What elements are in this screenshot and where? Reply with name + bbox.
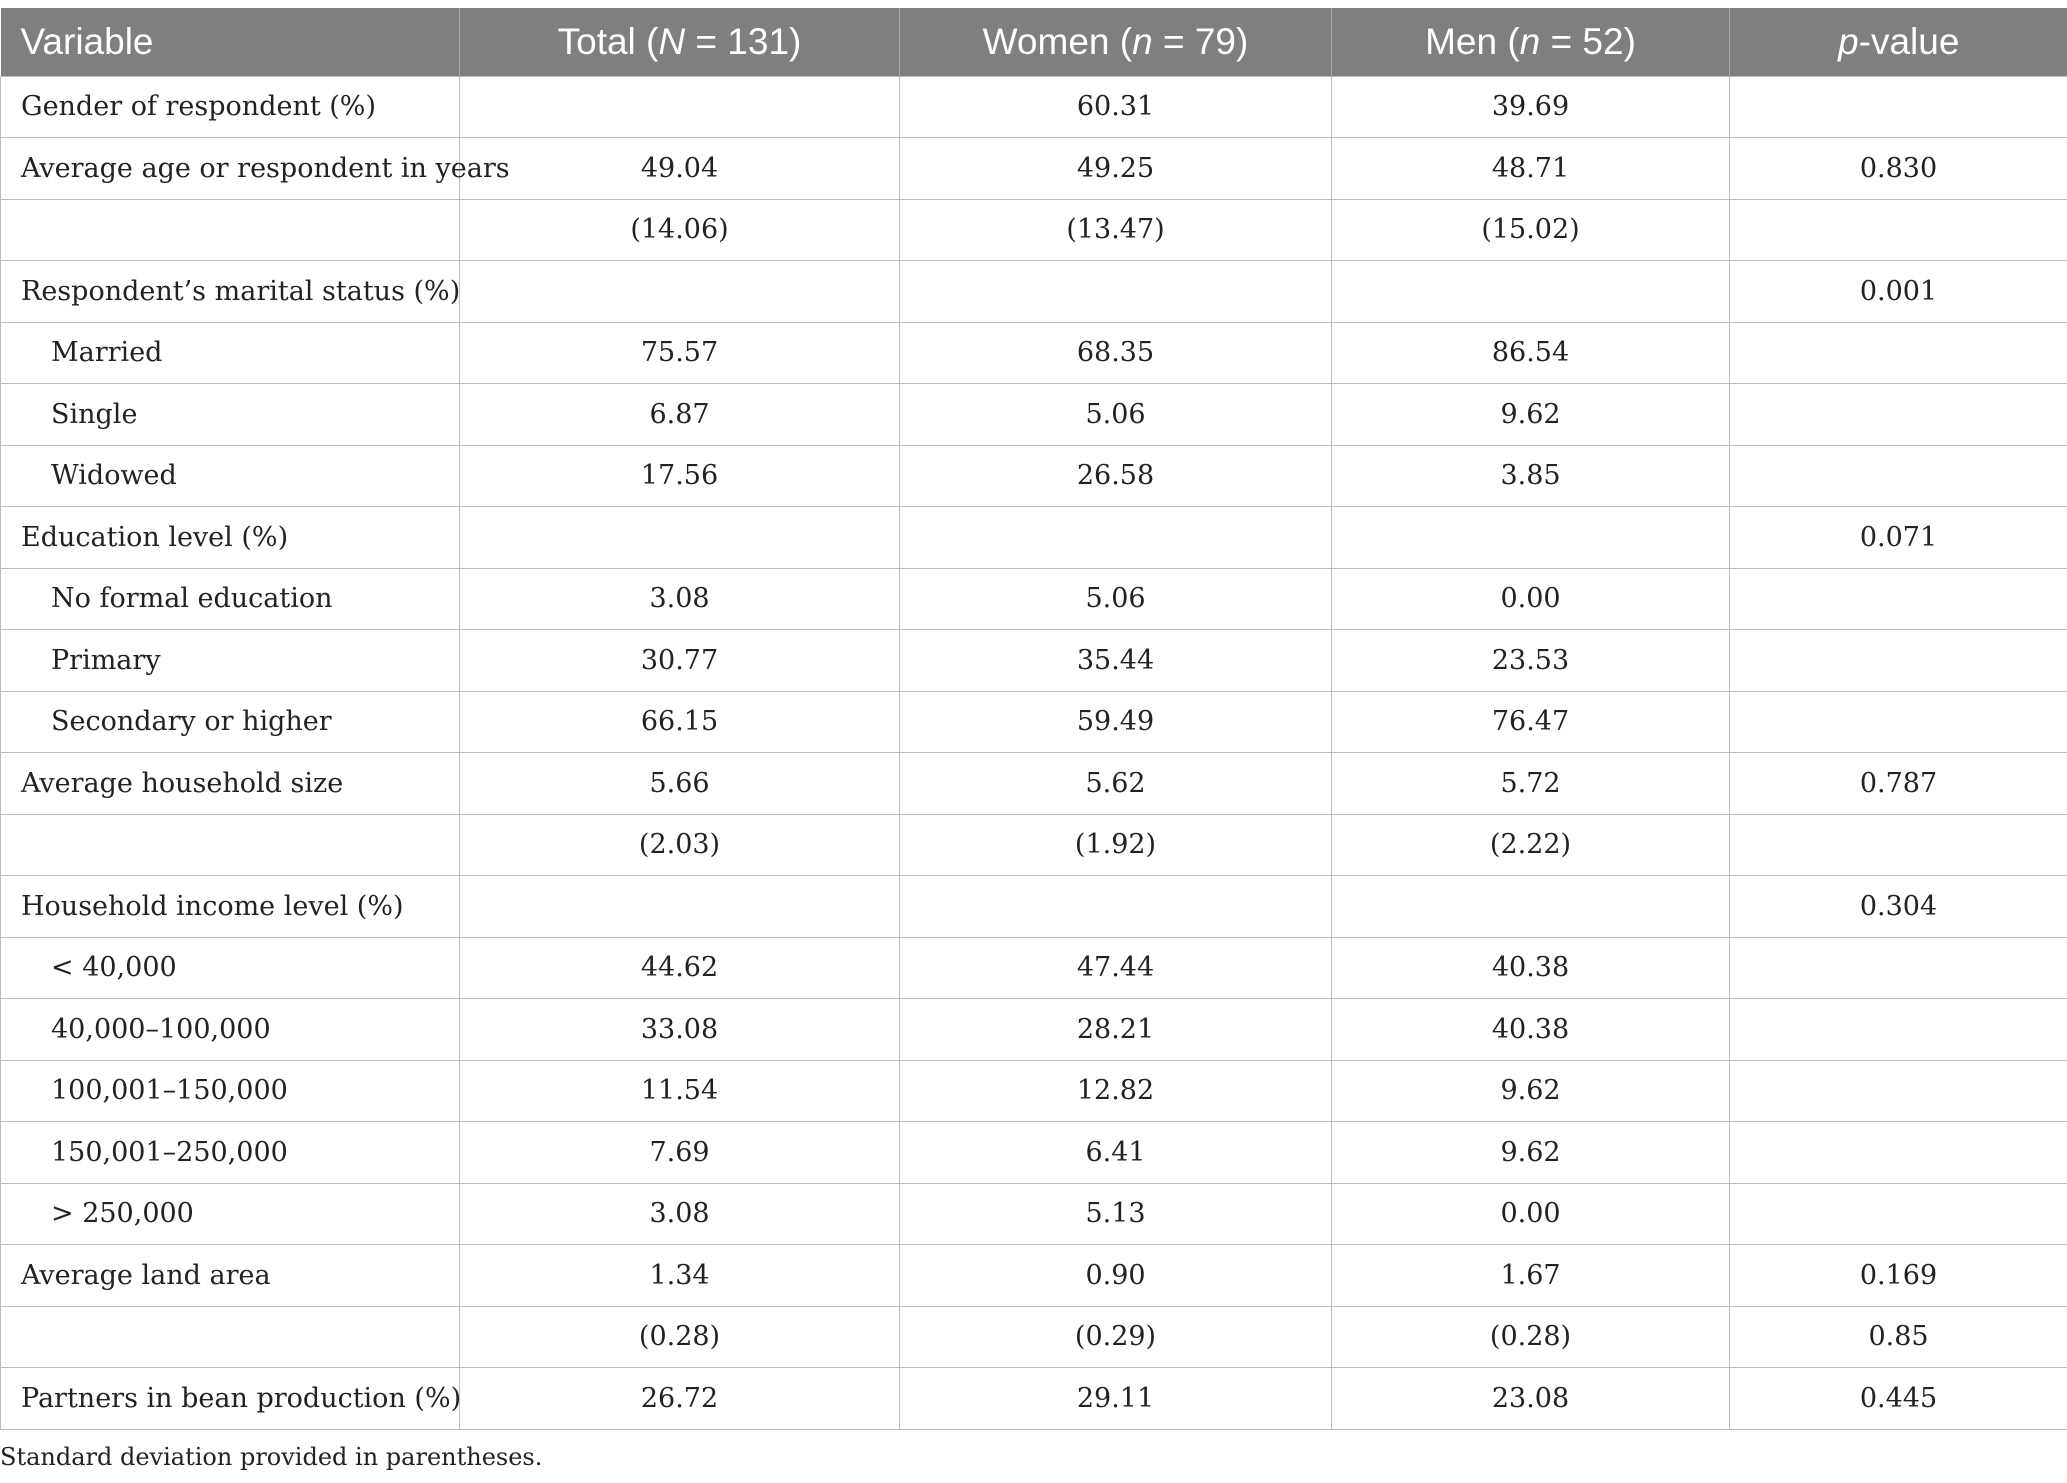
cell-variable bbox=[1, 199, 460, 261]
cell-women: 5.06 bbox=[900, 568, 1332, 630]
cell-total: 17.56 bbox=[460, 445, 900, 507]
cell-variable: 40,000–100,000 bbox=[1, 999, 460, 1061]
cell-p bbox=[1730, 384, 2067, 446]
cell-men: 9.62 bbox=[1332, 1060, 1730, 1122]
table-row bbox=[1, 322, 2067, 384]
cell-women: 26.58 bbox=[900, 445, 1332, 507]
cell-women: 29.11 bbox=[900, 1368, 1332, 1430]
cell-p: 0.169 bbox=[1730, 1245, 2067, 1307]
cell-p bbox=[1730, 199, 2067, 261]
cell-variable: Single bbox=[1, 384, 460, 446]
cell-women: 5.13 bbox=[900, 1183, 1332, 1245]
cell-p bbox=[1730, 691, 2067, 753]
header-total-italic: N bbox=[658, 20, 686, 62]
cell-men: 5.72 bbox=[1332, 753, 1730, 815]
cell-total: 66.15 bbox=[460, 691, 900, 753]
cell-p bbox=[1730, 814, 2067, 876]
cell-women bbox=[900, 876, 1332, 938]
cell-variable bbox=[1, 814, 460, 876]
cell-men bbox=[1332, 876, 1730, 938]
cell-total bbox=[460, 507, 900, 569]
table-row bbox=[1, 507, 2067, 569]
table-row bbox=[1, 876, 2067, 938]
cell-total: 6.87 bbox=[460, 384, 900, 446]
cell-p bbox=[1730, 1122, 2067, 1184]
cell-p bbox=[1730, 999, 2067, 1061]
table-row bbox=[1, 199, 2067, 261]
cell-women: 49.25 bbox=[900, 138, 1332, 200]
cell-variable: Partners in bean production (%) bbox=[1, 1368, 460, 1430]
cell-men: 0.00 bbox=[1332, 568, 1730, 630]
cell-p bbox=[1730, 1183, 2067, 1245]
cell-women: 60.31 bbox=[900, 76, 1332, 138]
cell-total: 7.69 bbox=[460, 1122, 900, 1184]
cell-variable: Secondary or higher bbox=[1, 691, 460, 753]
cell-women: 6.41 bbox=[900, 1122, 1332, 1184]
cell-men: (2.22) bbox=[1332, 814, 1730, 876]
header-variable: Variable bbox=[20, 20, 154, 62]
cell-total: 30.77 bbox=[460, 630, 900, 692]
cell-men: 23.53 bbox=[1332, 630, 1730, 692]
cell-men: 0.00 bbox=[1332, 1183, 1730, 1245]
table-row bbox=[1, 1183, 2067, 1245]
cell-variable bbox=[1, 1306, 460, 1368]
header-total-prefix: Total ( bbox=[557, 20, 659, 62]
cell-total: 3.08 bbox=[460, 568, 900, 630]
header-pvalue bbox=[1730, 8, 2067, 76]
table-row bbox=[1, 814, 2067, 876]
cell-total: 44.62 bbox=[460, 937, 900, 999]
header-total bbox=[460, 8, 900, 76]
cell-p bbox=[1730, 937, 2067, 999]
cell-total bbox=[460, 261, 900, 323]
table-row bbox=[1, 1368, 2067, 1430]
header-men-prefix: Men ( bbox=[1425, 20, 1520, 62]
cell-variable: Education level (%) bbox=[1, 507, 460, 569]
table-header-row bbox=[1, 8, 2067, 76]
header-women-prefix: Women ( bbox=[982, 20, 1133, 62]
cell-men: 9.62 bbox=[1332, 1122, 1730, 1184]
cell-p bbox=[1730, 445, 2067, 507]
header-pvalue-italic: p bbox=[1838, 20, 1859, 62]
cell-total: 75.57 bbox=[460, 322, 900, 384]
cell-variable: < 40,000 bbox=[1, 937, 460, 999]
table-row bbox=[1, 937, 2067, 999]
cell-total: 5.66 bbox=[460, 753, 900, 815]
cell-women: 5.06 bbox=[900, 384, 1332, 446]
cell-variable: Average land area bbox=[1, 1245, 460, 1307]
table-footnote: Standard deviation provided in parentheses. bbox=[0, 1443, 543, 1471]
table-row bbox=[1, 630, 2067, 692]
cell-total bbox=[460, 876, 900, 938]
cell-men: 1.67 bbox=[1332, 1245, 1730, 1307]
table-row bbox=[1, 1306, 2067, 1368]
cell-variable: Average age or respondent in years bbox=[1, 138, 460, 200]
table-row bbox=[1, 384, 2067, 446]
cell-p bbox=[1730, 630, 2067, 692]
table-row bbox=[1, 445, 2067, 507]
cell-variable: Widowed bbox=[1, 445, 460, 507]
cell-women: 68.35 bbox=[900, 322, 1332, 384]
table-row bbox=[1, 691, 2067, 753]
cell-total: 26.72 bbox=[460, 1368, 900, 1430]
cell-total: (0.28) bbox=[460, 1306, 900, 1368]
cell-men: (15.02) bbox=[1332, 199, 1730, 261]
cell-variable: 100,001–150,000 bbox=[1, 1060, 460, 1122]
cell-women: 47.44 bbox=[900, 937, 1332, 999]
cell-variable: Respondent’s marital status (%) bbox=[1, 261, 460, 323]
table-row bbox=[1, 1245, 2067, 1307]
cell-total: (2.03) bbox=[460, 814, 900, 876]
cell-women: 12.82 bbox=[900, 1060, 1332, 1122]
cell-total: 3.08 bbox=[460, 1183, 900, 1245]
cell-men bbox=[1332, 261, 1730, 323]
cell-women bbox=[900, 261, 1332, 323]
table-row bbox=[1, 1122, 2067, 1184]
data-table bbox=[0, 8, 2067, 1430]
cell-total: 1.34 bbox=[460, 1245, 900, 1307]
header-women bbox=[900, 8, 1332, 76]
cell-men: 40.38 bbox=[1332, 999, 1730, 1061]
cell-p: 0.85 bbox=[1730, 1306, 2067, 1368]
cell-variable: Primary bbox=[1, 630, 460, 692]
cell-women bbox=[900, 507, 1332, 569]
cell-p bbox=[1730, 76, 2067, 138]
cell-women: 35.44 bbox=[900, 630, 1332, 692]
cell-variable: Household income level (%) bbox=[1, 876, 460, 938]
table-row bbox=[1, 568, 2067, 630]
cell-men: 39.69 bbox=[1332, 76, 1730, 138]
cell-women: (0.29) bbox=[900, 1306, 1332, 1368]
cell-men: (0.28) bbox=[1332, 1306, 1730, 1368]
cell-women: (13.47) bbox=[900, 199, 1332, 261]
cell-variable: Married bbox=[1, 322, 460, 384]
table-row bbox=[1, 753, 2067, 815]
cell-total: 49.04 bbox=[460, 138, 900, 200]
table-body bbox=[1, 76, 2067, 1429]
cell-total bbox=[460, 76, 900, 138]
cell-p: 0.445 bbox=[1730, 1368, 2067, 1430]
cell-p: 0.830 bbox=[1730, 138, 2067, 200]
cell-variable: No formal education bbox=[1, 568, 460, 630]
table-row bbox=[1, 261, 2067, 323]
header-men-suffix: = 52) bbox=[1540, 20, 1636, 62]
cell-women: 59.49 bbox=[900, 691, 1332, 753]
cell-total: 11.54 bbox=[460, 1060, 900, 1122]
cell-p bbox=[1730, 1060, 2067, 1122]
header-pvalue-suffix: -value bbox=[1858, 20, 1960, 62]
cell-p: 0.071 bbox=[1730, 507, 2067, 569]
table-row bbox=[1, 1060, 2067, 1122]
cell-total: 33.08 bbox=[460, 999, 900, 1061]
cell-men: 9.62 bbox=[1332, 384, 1730, 446]
cell-women: 5.62 bbox=[900, 753, 1332, 815]
cell-men bbox=[1332, 507, 1730, 569]
header-men bbox=[1332, 8, 1730, 76]
table-row bbox=[1, 76, 2067, 138]
header-women-italic: n bbox=[1132, 20, 1153, 62]
table-container bbox=[0, 8, 2067, 1430]
cell-p: 0.304 bbox=[1730, 876, 2067, 938]
table-row bbox=[1, 138, 2067, 200]
cell-variable: 150,001–250,000 bbox=[1, 1122, 460, 1184]
cell-men: 23.08 bbox=[1332, 1368, 1730, 1430]
cell-p: 0.787 bbox=[1730, 753, 2067, 815]
cell-women: 0.90 bbox=[900, 1245, 1332, 1307]
cell-men: 48.71 bbox=[1332, 138, 1730, 200]
cell-men: 86.54 bbox=[1332, 322, 1730, 384]
cell-men: 3.85 bbox=[1332, 445, 1730, 507]
cell-variable: Gender of respondent (%) bbox=[1, 76, 460, 138]
cell-p bbox=[1730, 322, 2067, 384]
cell-women: 28.21 bbox=[900, 999, 1332, 1061]
cell-men: 40.38 bbox=[1332, 937, 1730, 999]
cell-variable: Average household size bbox=[1, 753, 460, 815]
table-row bbox=[1, 999, 2067, 1061]
header-men-italic: n bbox=[1519, 20, 1541, 62]
header-total-suffix: = 131) bbox=[685, 20, 802, 62]
cell-variable: > 250,000 bbox=[1, 1183, 460, 1245]
cell-p bbox=[1730, 568, 2067, 630]
cell-women: (1.92) bbox=[900, 814, 1332, 876]
cell-men: 76.47 bbox=[1332, 691, 1730, 753]
header-women-suffix: = 79) bbox=[1152, 20, 1249, 62]
cell-p: 0.001 bbox=[1730, 261, 2067, 323]
cell-total: (14.06) bbox=[460, 199, 900, 261]
